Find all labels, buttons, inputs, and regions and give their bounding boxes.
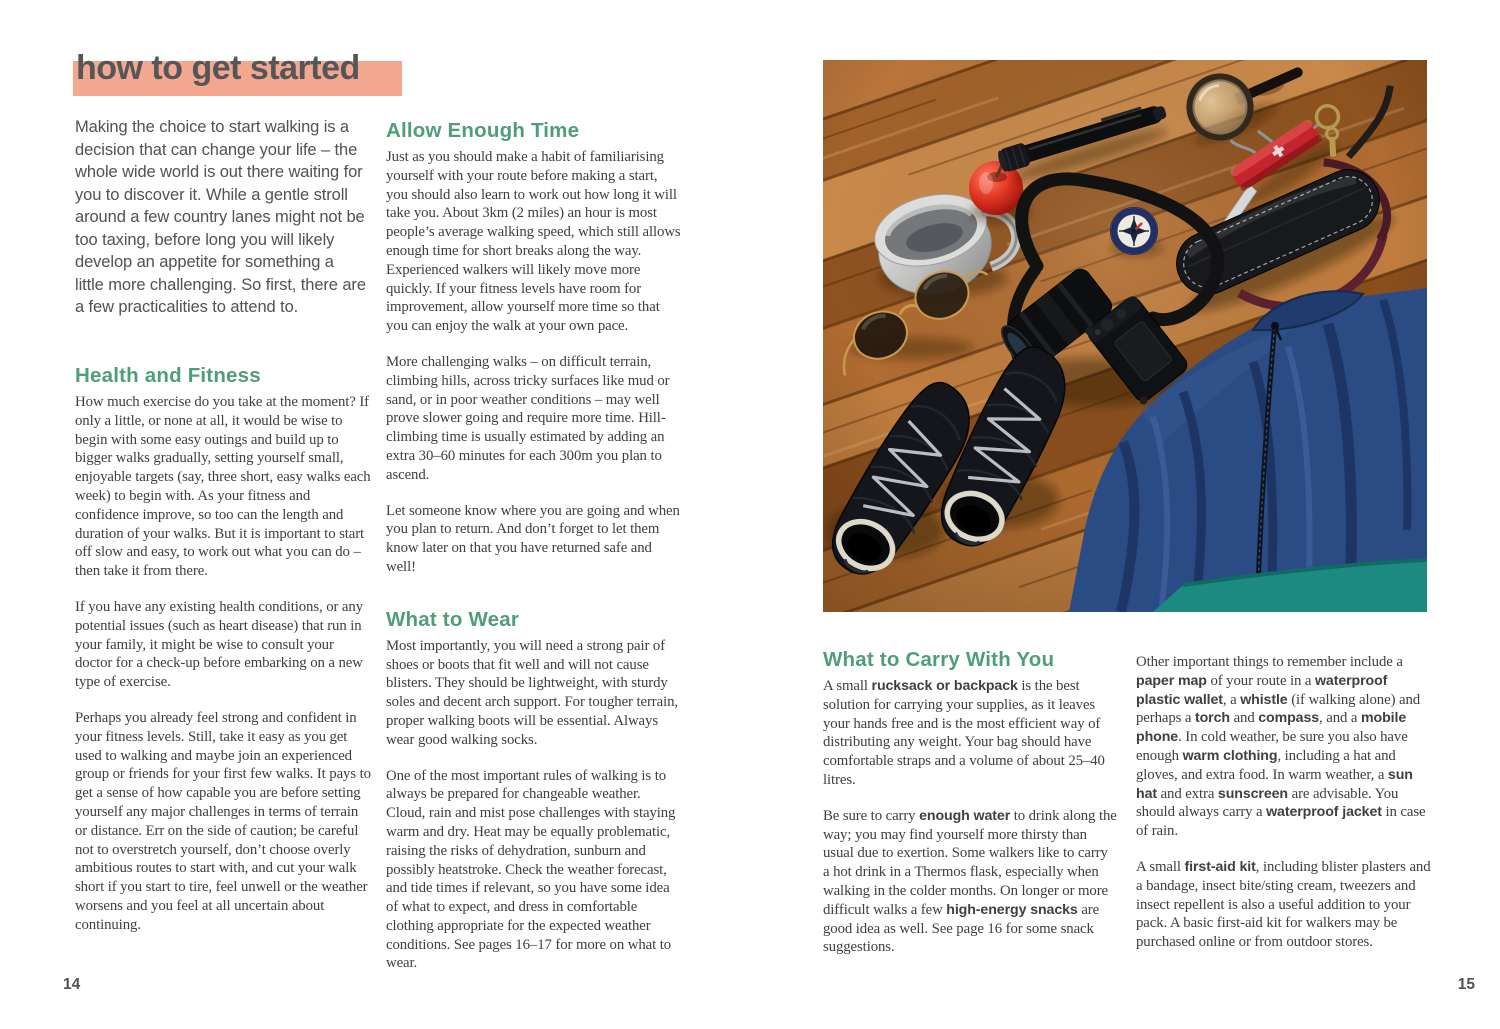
paragraph: Just as you should make a habit of familiarising yourself with your route before making a start, you should also learn to work out how long it will take you. About 3km (2 miles) an hour is most people’s average walking speed, which still allows enough time for short breaks along the way. Experienced walkers will likely move more quickly. If your fitness levels have room for improvement, allow yourself more time so that you can enjoy the walk at your own pace.	[386, 149, 681, 335]
heading-allow-enough-time: Allow Enough Time	[386, 119, 580, 142]
column-time-wear	[386, 119, 682, 973]
hiking-gear-photo	[823, 60, 1427, 612]
column-what-to-carry	[823, 648, 1117, 957]
heading-what-to-carry: What to Carry With You	[823, 648, 1055, 671]
heading-health-and-fitness: Health and Fitness	[75, 364, 261, 387]
section-health-body	[75, 393, 371, 935]
paragraph: A small rucksack or backpack is the best solution for carrying your supplies, as it leaves your hands free and is the most efficient way of distributing any weight. Your bag should have comfortable straps and a volume of about 25–40 litres.	[823, 678, 1105, 788]
page-number-right: 15	[1457, 976, 1475, 993]
heading-what-to-wear: What to Wear	[386, 607, 519, 631]
page-number-left: 14	[63, 976, 81, 993]
section-carry-body	[823, 677, 1117, 957]
section-wear-body	[386, 637, 682, 974]
paragraph: Let someone know where you are going and when you plan to return. And don’t forget to let them know later on that you have returned safe and well!	[386, 502, 680, 575]
column-health-fitness	[75, 364, 371, 935]
paragraph: Making the choice to start walking is a decision that can change your life – the whole wide world is out there waiting for you to discover it. While a gentle stroll around a few country lanes might not be too taxing, before long you will likely develop an appetite for something a little more challenging. So first, there are a few practicalities to attend to.	[75, 118, 366, 316]
section-what-to-wear	[386, 608, 682, 974]
page-title: how to get started	[76, 49, 360, 87]
column-other-items	[1136, 653, 1431, 952]
paragraph: More challenging walks – on difficult terrain, climbing hills, across tricky surfaces like mud or sand, or in poor weather conditions – may well prove slower going and require more time. Hill-climbing time is usually estimated by adding an extra 30–60 minutes for each 300m you plan to ascend.	[386, 353, 670, 483]
paragraph: A small first-aid kit, including blister plasters and a bandage, insect bite/sting cream, tweezers and insect repellent is also a useful addition to your pack. A basic first-aid kit for walkers may be purchased online or from outdoor stores.	[1136, 858, 1431, 951]
paragraph: Perhaps you already feel strong and confident in your fitness levels. Still, take it easy as you get used to walking and maybe join an experienced group or friends for your first few walks. It pays to get a sense of how capable you are before setting yourself any major challenges in terms of terrain or distance. Err on the side of caution; be careful not to overstretch yourself, don’t choose overly ambitious routes to start with, and cut your walk short if you start to tire, feel unwell or the weather worsens and you feel at all uncertain about continuing.	[75, 709, 371, 933]
section-time-body	[386, 148, 682, 577]
paragraph: Most importantly, you will need a strong pair of shoes or boots that fit well and will not cause blisters. They should be lightweight, with sturdy soles and decent arch support. For tougher terrain, proper walking boots will be essential. Always wear good walking socks.	[386, 637, 678, 748]
intro-paragraph	[75, 116, 367, 319]
paragraph: How much exercise do you take at the moment? If only a little, or none at all, it would be wise to begin with some easy outings and build up to bigger walks gradually, setting yourself small, enjoyable targets (say, three short, easy walks each week) to begin with. As your fitness and confidence improve, so too can the length and duration of your walks. But it is important to start off slow and easy, to work out what you can do – then take it from there.	[75, 394, 371, 580]
paragraph: Be sure to carry enough water to drink along the way; you may find yourself more thirsty than usual due to exertion. Some walkers like to carry a hot drink in a Thermos flask, especially when walking in the colder months. On longer or more difficult walks a few high-energy snacks are good idea as well. See page 16 for some snack suggestions.	[823, 807, 1117, 956]
paragraph: If you have any existing health conditions, or any potential issues (such as heart disease) that run in your family, it might be wise to consult your doctor for a check-up before embarking on a new type of exercise.	[75, 598, 363, 691]
paragraph: One of the most important rules of walking is to always be prepared for changeable weather. Cloud, rain and mist pose challenges with staying warm and dry. Heat may be equally problematic, raising the risks of dehydration, sunburn and possibly heatstroke. Check the weather forecast, and tide times if relevant, so you have some idea of what to expect, and dress in comfortable clothing appropriate for the expected weather conditions. See pages 16–17 for more on what to wear.	[386, 767, 676, 972]
section-other-body	[1136, 653, 1431, 952]
paragraph: Other important things to remember include a paper map of your route in a waterproof plastic wallet, a whistle (if walking alone) and perhaps a torch and compass, and a mobile phone. In cold weather, be sure you also have enough warm clothing, including a hat and gloves, and extra food. In warm weather, a sun hat and extra sunscreen are advisable. You should always carry a waterproof jacket in case of rain.	[1136, 654, 1426, 840]
section-allow-enough-time	[386, 119, 682, 577]
